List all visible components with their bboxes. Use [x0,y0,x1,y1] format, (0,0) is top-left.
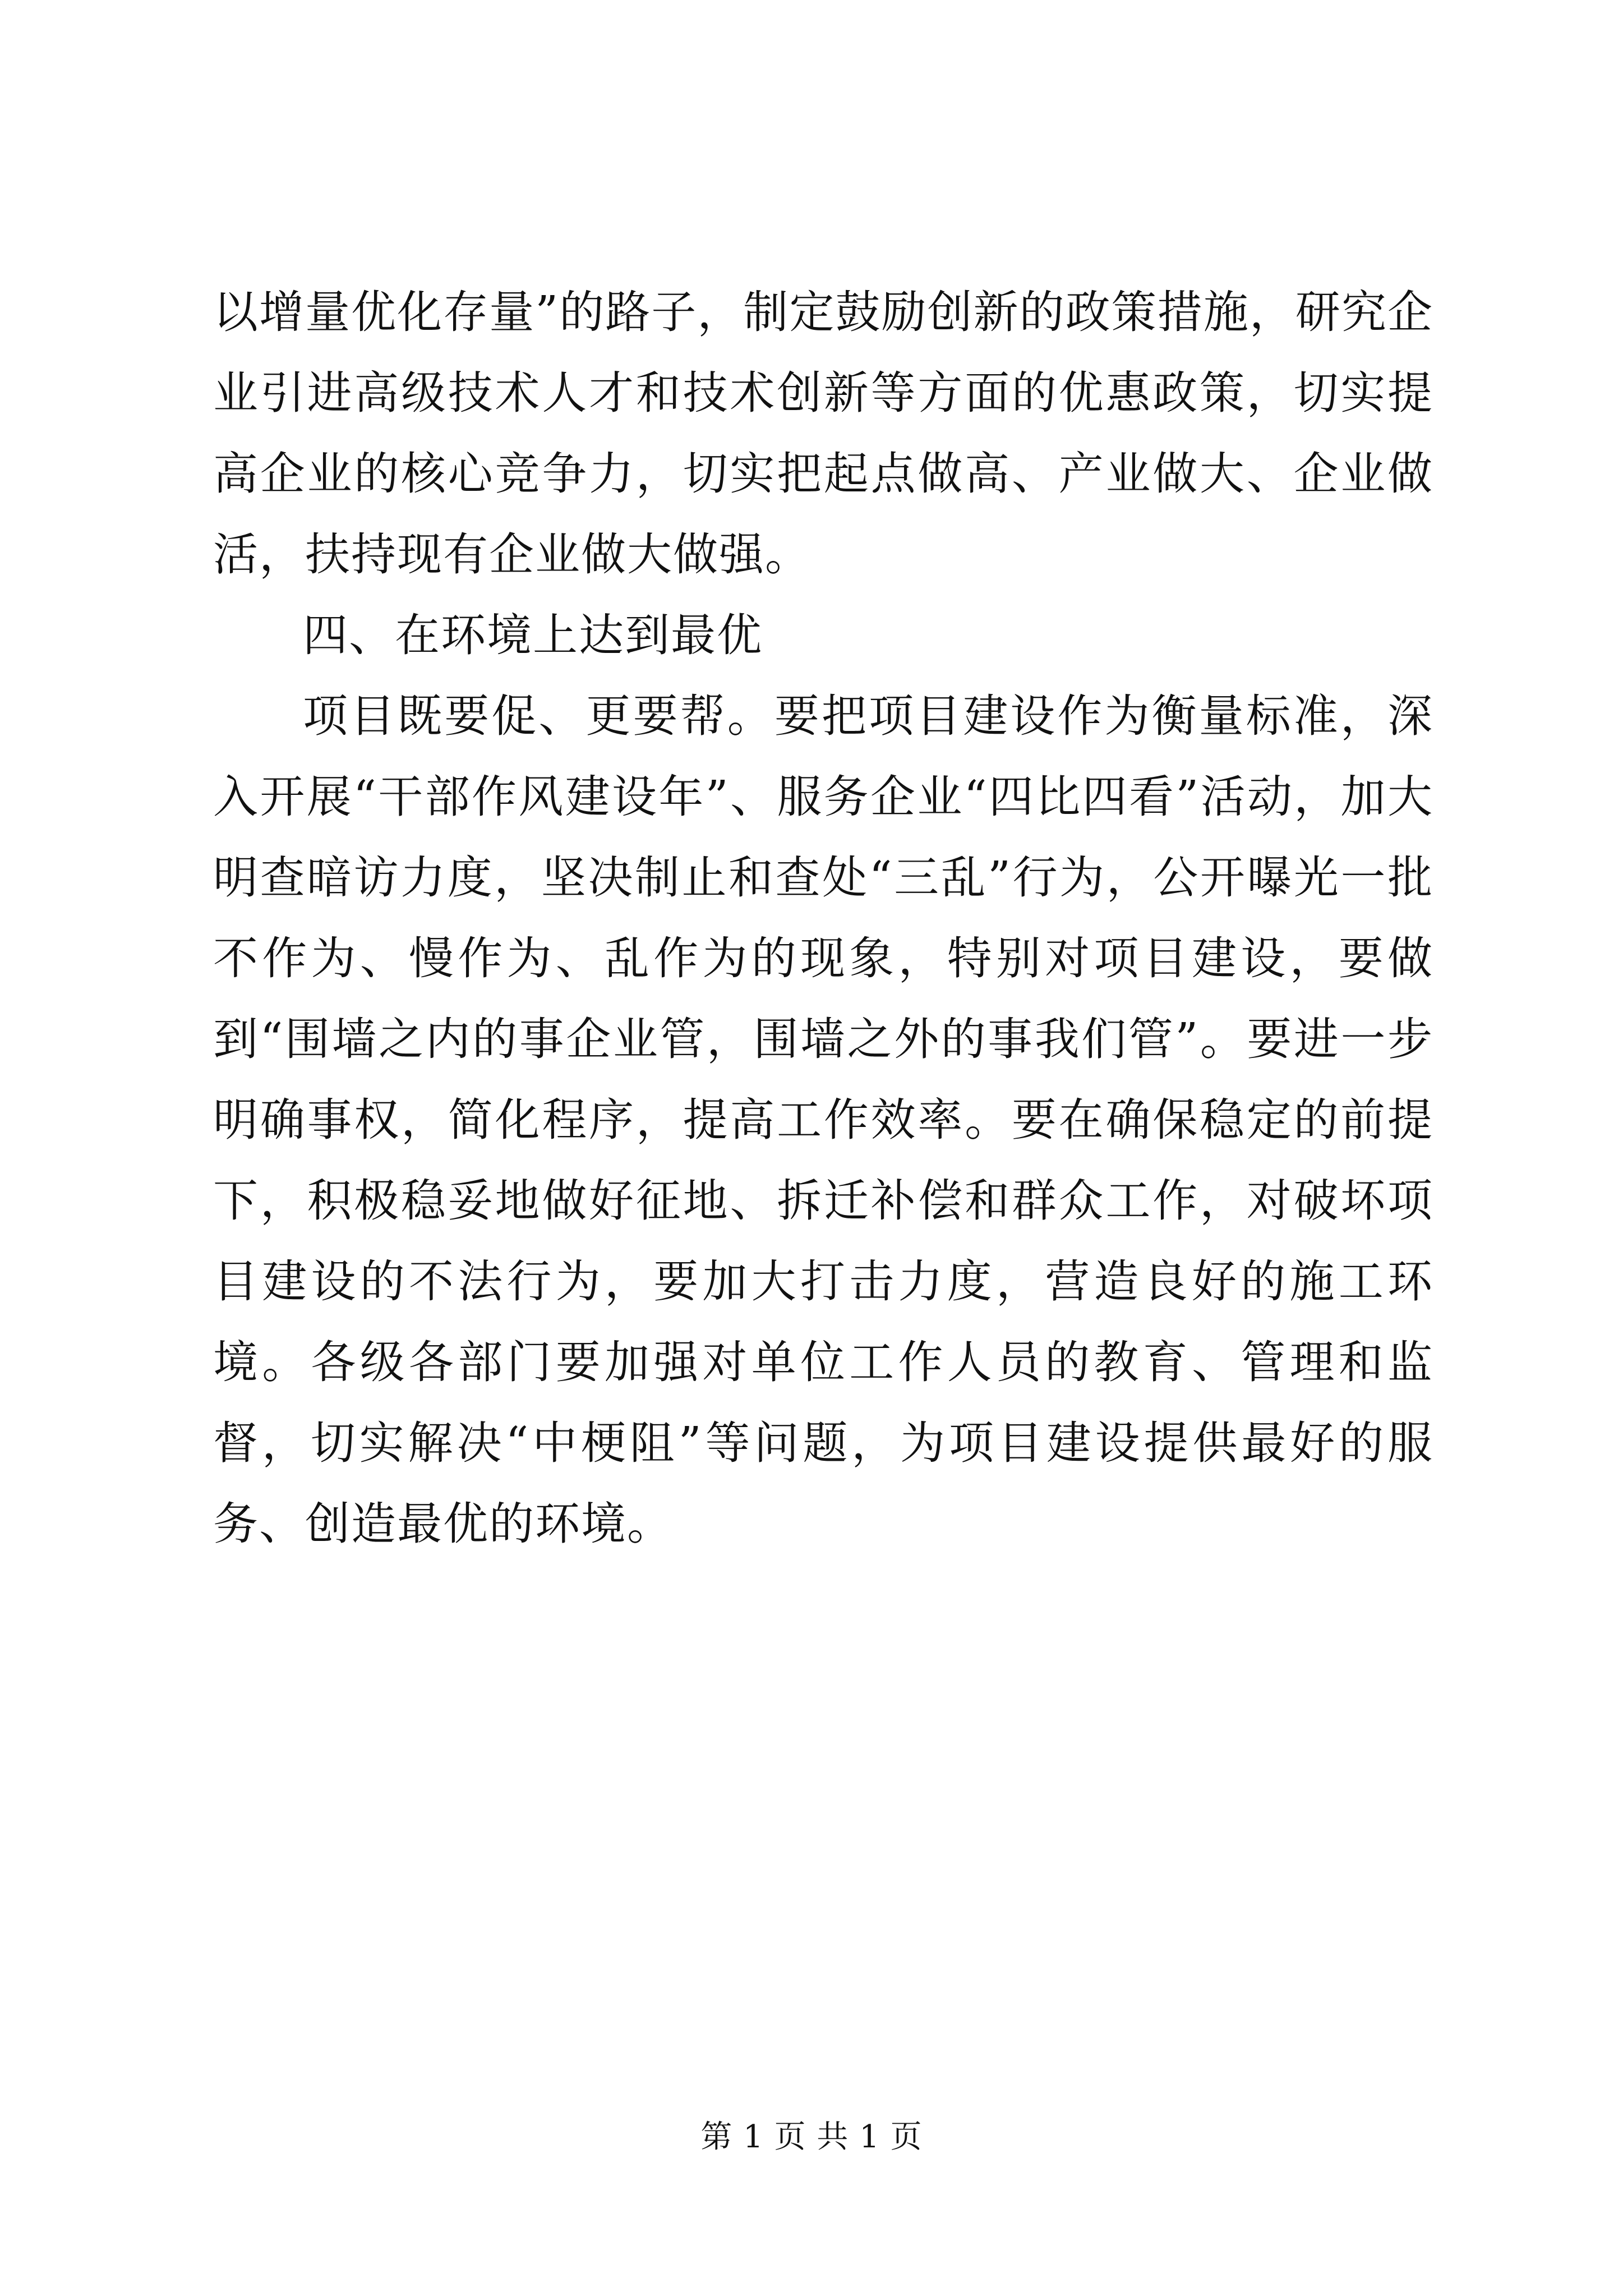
paragraph-continuation: 以增量优化存量”的路子，制定鼓励创新的政策措施，研究企业引进高级技术人才和技术创新等方面的优惠政策，切实提高企业的核心竞争力，切实把起点做高、产业做大、企业做活，扶持现有企业做大做强。 [213,286,1433,581]
document-body [213,272,1433,1565]
section-heading: 四、在环境上达到最优 [303,609,763,661]
page-footer: 第 1 页 共 1 页 [700,2119,923,2155]
paragraph-body: 项目既要促、更要帮。要把项目建设作为衡量标准，深入开展“干部作风建设年”、服务企业“四比四看”活动，加大明查暗访力度，坚决制止和查处“三乱”行为，公开曝光一批不作为、慢作为、乱作为的现象，特别对项目建设，要做到“围墙之内的事企业管，围墙之外的事我们管”。要进一步明确事权，简化程序，提高工作效率。要在确保稳定的前提下，积极稳妥地做好征地、拆迁补偿和群众工作，对破坏项目建设的不法行为，要加大打击力度，营造良好的施工环境。各级各部门要加强对单位工作人员的教育、管理和监督，切实解决“中梗阻”等问题，为项目建设提供最好的服务、创造最优的环境。 [213,690,1433,1550]
